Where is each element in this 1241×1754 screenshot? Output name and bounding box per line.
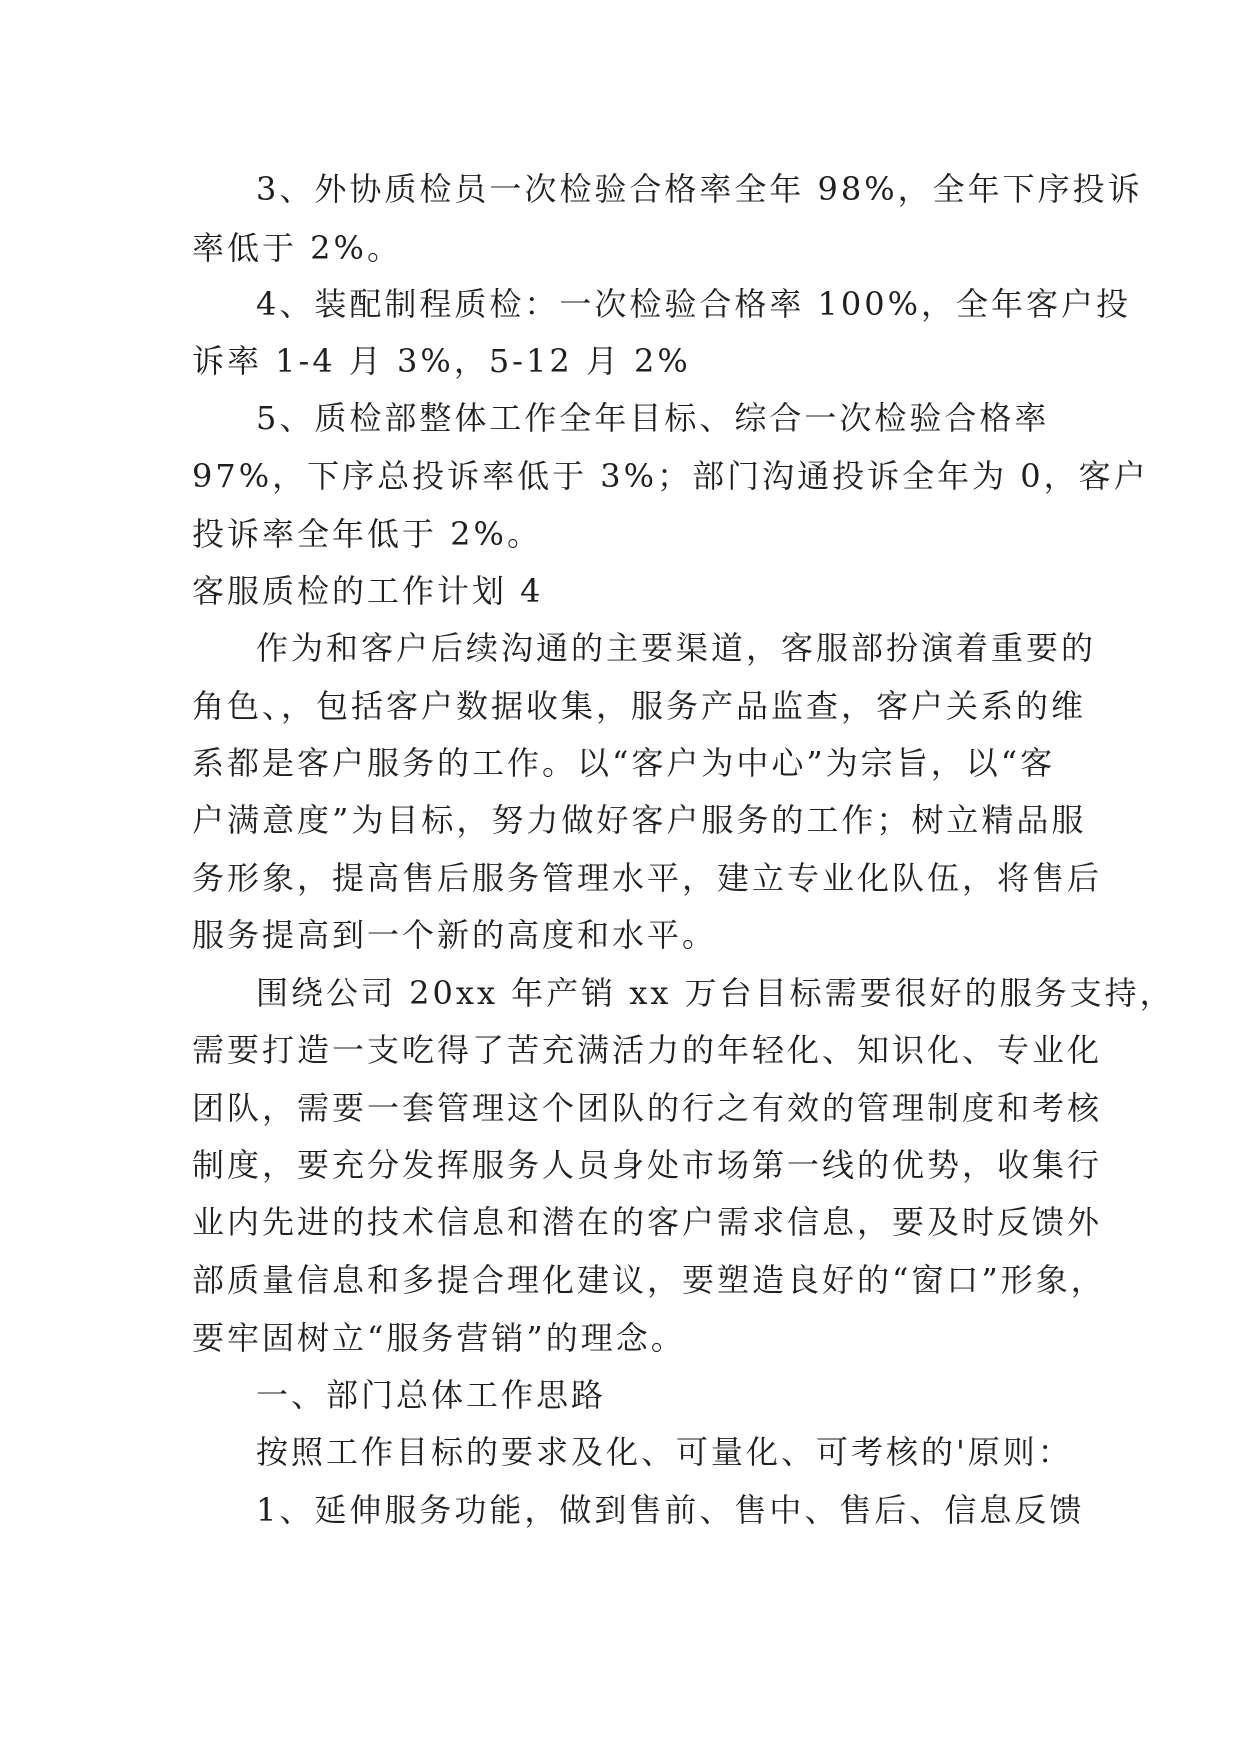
text-line: 按照工作目标的要求及化、可量化、可考核的'原则： — [256, 1433, 1073, 1471]
text-line: 3、外协质检员一次检验合格率全年 98%，全年下序投诉 — [256, 170, 1143, 208]
text-line: 团队，需要一套管理这个团队的行之有效的管理制度和考核 — [192, 1089, 1103, 1127]
text-line: 角色、，包括客户数据收集，服务产品监查，客户关系的维 — [192, 687, 1087, 725]
text-line: 作为和客户后续沟通的主要渠道，客服部扮演着重要的 — [256, 629, 1097, 667]
text-line: 要牢固树立“服务营销”的理念。 — [192, 1319, 686, 1357]
text-line: 务形象，提高售后服务管理水平，建立专业化队伍，将售后 — [192, 859, 1103, 897]
text-line: 服务提高到一个新的高度和水平。 — [192, 916, 718, 954]
text-line: 诉率 1-4 月 3%，5-12 月 2% — [192, 342, 691, 380]
text-line: 需要打造一支吃得了苦充满活力的年轻化、知识化、专业化 — [192, 1031, 1103, 1069]
text-line: 户满意度”为目标，努力做好客户服务的工作；树立精品服 — [192, 801, 1087, 839]
text-line: 1、延伸服务功能，做到售前、售中、售后、信息反馈 — [256, 1491, 1085, 1529]
subsection-heading: 一、部门总体工作思路 — [256, 1376, 607, 1414]
section-heading: 客服质检的工作计划 4 — [192, 572, 544, 610]
text-line: 围绕公司 20xx 年产销 xx 万台目标需要很好的服务支持， — [256, 974, 1175, 1012]
text-line: 业内先进的技术信息和潜在的客户需求信息，要及时反馈外 — [192, 1203, 1103, 1241]
text-line: 4、装配制程质检：一次检验合格率 100%，全年客户投 — [256, 285, 1132, 323]
text-line: 制度，要充分发挥服务人员身处市场第一线的优势，收集行 — [192, 1146, 1103, 1184]
text-line: 率低于 2%。 — [192, 229, 402, 267]
text-line: 5、质检部整体工作全年目标、综合一次检验合格率 — [256, 399, 1050, 437]
text-line: 投诉率全年低于 2%。 — [192, 515, 542, 553]
text-line: 97%，下序总投诉率低于 3%；部门沟通投诉全年为 0，客户 — [192, 457, 1149, 495]
text-line: 部质量信息和多提合理化建议，要塑造良好的“窗口”形象， — [192, 1261, 1106, 1299]
text-line: 系都是客户服务的工作。以“客户为中心”为宗旨，以“客 — [192, 744, 1056, 782]
